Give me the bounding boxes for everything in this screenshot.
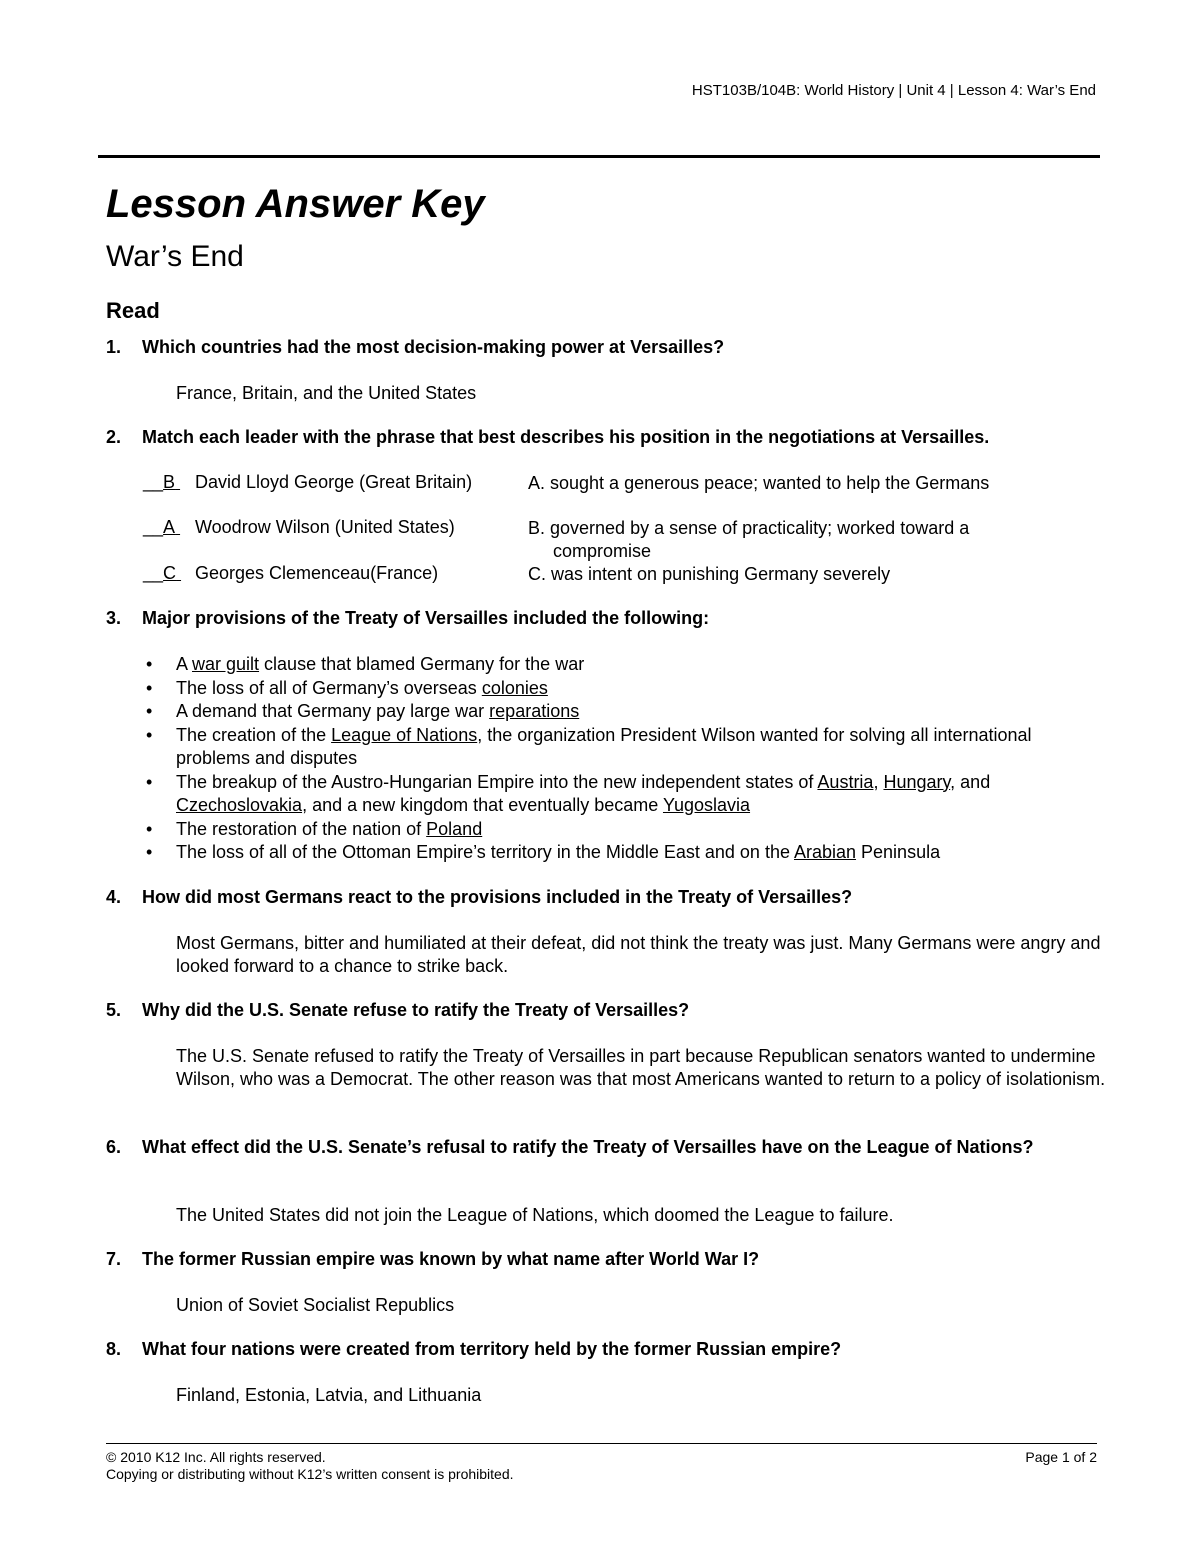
question-text: The former Russian empire was known by what name after World War I?	[142, 1249, 760, 1269]
leader-name: Woodrow Wilson (United States)	[195, 517, 455, 537]
question-text: What four nations were created from territory held by the former Russian empire?	[142, 1339, 842, 1359]
footer-divider	[106, 1443, 1097, 1444]
question-number: 7.	[106, 1249, 122, 1269]
question-number: 2.	[106, 427, 122, 447]
bullet-icon: •	[146, 771, 153, 792]
question-text: Which countries had the most decision-making power at Versailles?	[142, 337, 725, 357]
answer-8: Finland, Estonia, Latvia, and Lithuania	[176, 1385, 482, 1405]
list-item: • A demand that Germany pay large war reparations	[143, 700, 1103, 724]
match-answer: __A	[143, 517, 176, 537]
list-item: • The creation of the League of Nations, the organization President Wilson wanted for solving all international problems and disputes	[146, 724, 1032, 768]
leader-description: B. governed by a sense of practicality; worked toward a compromise	[528, 518, 970, 561]
bullet-icon: •	[146, 842, 153, 862]
answer-7: Union of Soviet Socialist Republics	[176, 1295, 455, 1315]
match-row	[143, 563, 1103, 609]
question-1	[106, 337, 725, 358]
question-text: Match each leader with the phrase that best describes his position in the negotiations at Versailles.	[142, 427, 990, 447]
footer-notice	[106, 1449, 514, 1483]
match-row	[143, 472, 1103, 518]
leader-description: A. sought a generous peace; wanted to help the Germans	[528, 473, 990, 493]
copyright-text: © 2010 K12 Inc. All rights reserved.	[106, 1449, 326, 1465]
page-title: Lesson Answer Key	[106, 182, 485, 226]
page-subtitle: War’s End	[106, 240, 244, 273]
answer-1: France, Britain, and the United States	[176, 383, 477, 403]
question-5	[106, 1000, 690, 1021]
consent-text: Copying or distributing without K12’s written consent is prohibited.	[106, 1466, 514, 1482]
bullet-icon: •	[146, 724, 153, 745]
leader-name: David Lloyd George (Great Britain)	[195, 472, 473, 492]
question-6	[106, 1136, 1034, 1159]
question-4	[106, 887, 853, 908]
section-heading: Read	[106, 298, 160, 323]
question-number: 1.	[106, 337, 122, 357]
answer-6: The United States did not join the League of Nations, which doomed the League to failure.	[176, 1205, 894, 1225]
bullet-icon: •	[146, 677, 153, 698]
list-item: • The restoration of the nation of Poland	[143, 818, 1103, 842]
leader-description: C. was intent on punishing Germany severely	[528, 564, 891, 584]
bullet-icon: •	[146, 701, 153, 721]
question-text: Major provisions of the Treaty of Versailles included the following:	[142, 608, 710, 628]
list-item: • The breakup of the Austro-Hungarian Empire into the new independent states of Austria, Hungary, and Czechoslovakia, and a new kingdom that eventually became Yugoslavia	[146, 771, 991, 815]
bullet-icon: •	[146, 654, 153, 674]
answer-5: The U.S. Senate refused to ratify the Treaty of Versailles in part because Republican senators wanted to undermine Wilson, who was a Democrat. The other reason was that most Americans wanted to return to a policy of isolationism.	[176, 1046, 1106, 1089]
header-divider	[98, 155, 1100, 158]
question-number: 3.	[106, 608, 122, 628]
match-answer: __B	[143, 472, 176, 492]
match-row	[143, 517, 1103, 563]
question-text: How did most Germans react to the provisions included in the Treaty of Versailles?	[142, 887, 853, 907]
page-number: Page 1 of 2	[1025, 1449, 1097, 1465]
list-item: • The loss of all of Germany’s overseas colonies	[143, 677, 1103, 701]
provisions-list	[143, 653, 1103, 865]
list-item: • The loss of all of the Ottoman Empire’s territory in the Middle East and on the Arabian Peninsula	[143, 841, 1103, 865]
list-item: • A war guilt clause that blamed Germany for the war	[143, 653, 1103, 677]
question-2	[106, 427, 990, 448]
answer-4: Most Germans, bitter and humiliated at their defeat, did not think the treaty was just. Many Germans were angry and looked forward to a chance to strike back.	[176, 933, 1101, 976]
question-3	[106, 608, 710, 629]
question-number: 4.	[106, 887, 122, 907]
question-number: 5.	[106, 1000, 122, 1020]
question-number: 8.	[106, 1339, 122, 1359]
match-answer: __C	[143, 563, 177, 583]
question-7	[106, 1249, 760, 1270]
question-8	[106, 1339, 842, 1360]
question-number: 6.	[106, 1137, 122, 1157]
bullet-icon: •	[146, 818, 153, 839]
running-header: HST103B/104B: World History | Unit 4 | Lesson 4: War’s End	[691, 82, 1096, 99]
question-text: Why did the U.S. Senate refuse to ratify the Treaty of Versailles?	[142, 1000, 690, 1020]
question-text: What effect did the U.S. Senate’s refusal to ratify the Treaty of Versailles have on the League of Nations?	[142, 1137, 1034, 1157]
leader-name: Georges Clemenceau(France)	[195, 563, 439, 583]
